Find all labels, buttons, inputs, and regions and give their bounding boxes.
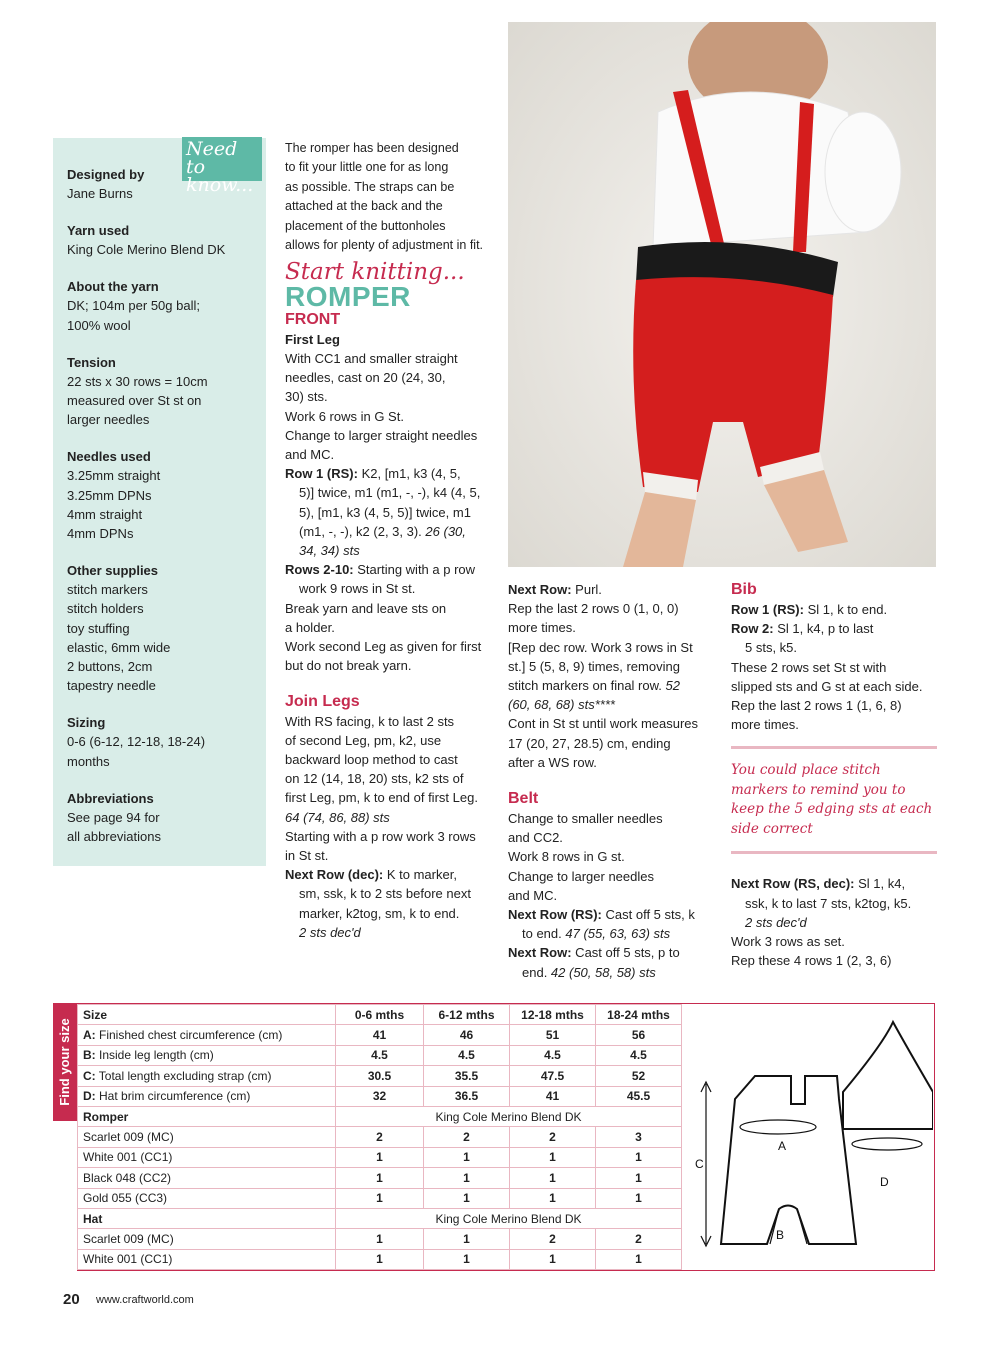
- first-leg-heading: First Leg: [285, 331, 340, 347]
- table-row: Scarlet 009 (MC) 2 2 2 3: [78, 1127, 682, 1147]
- romper-schematic-diagram: [683, 1004, 933, 1270]
- romper-outline: [721, 1076, 856, 1244]
- table-row: Hat King Cole Merino Blend DK: [78, 1208, 682, 1228]
- table-row: D: Hat brim circumference (cm) 32 36.5 41 45.5: [78, 1086, 682, 1106]
- table-row: Gold 055 (CC3) 1 1 1 1: [78, 1188, 682, 1208]
- pattern-column-3: Bib Row 1 (RS): Sl 1, k to end. Row 2: Sl 1, k4, p to last 5 sts, k5. These 2 rows set St st with slipped sts and G st at each side. Rep the last 2 rows 1 (1, 6, 8) more times. You could place stitch markers to remind you to keep the 5 edging sts at each side correct Next Row (RS, dec): Sl 1, k4, ssk, k to last 7 sts, k2tog, k5. 2 sts dec'd Work 3 rows as set. Rep these 4 rows 1 (2, 3, 6): [731, 580, 937, 970]
- intro-text: The romper has been designed to fit your little one for as long as possible. The straps can be attached at the back and the placement of the buttonholes allows for plenty of adjustment in fit.: [285, 141, 484, 253]
- label-d: D: [880, 1175, 889, 1189]
- find-your-size-tab: Find your size: [53, 1003, 77, 1121]
- d-arrow: [852, 1138, 922, 1150]
- belt-heading: Belt: [508, 790, 539, 808]
- divider: [731, 851, 937, 854]
- page-number: 20: [63, 1291, 80, 1308]
- start-knitting-heading: Start knitting...: [285, 259, 465, 286]
- table-row: Romper King Cole Merino Blend DK: [78, 1106, 682, 1126]
- table-header-row: Size 0-6 mths 6-12 mths 12-18 mths 18-24 mths: [78, 1005, 682, 1025]
- table-row: White 001 (CC1) 1 1 1 1: [78, 1249, 682, 1269]
- size-table-box: [77, 1003, 935, 1271]
- table-row: C: Total length excluding strap (cm) 30.5 35.5 47.5 52: [78, 1066, 682, 1086]
- join-legs-heading: Join Legs: [285, 692, 360, 710]
- label-a: A: [778, 1139, 787, 1153]
- baby-romper-photo: [508, 22, 936, 567]
- pattern-column-1: The romper has been designed to fit your little one for as long as possible. The straps can be attached at the back and the placement of the buttonholes allows for plenty of adjustment in fit. Start knitting... ROMPER FRONT First Leg With CC1 and smaller straight needles, cast on 20 (24, 30, 30) sts. Work 6 rows in G St. Change to larger straight needles and MC. Row 1 (RS): K2, [m1, k3 (4, 5, 5)] twice, m1 (m1, -, -), k4 (4, 5, 5), [m1, k3 (4, 5, 5)] twice, m1 (m1, -, -), k2 (2, 3, 3). 26 (30, 34, 34) sts Rows 2-10: Starting with a p row work 9 rows in St st. Break yarn and leave sts on a holder. Work second Leg as given for first but do not break yarn. Join Legs With RS facing, k to last 2 sts of second Leg, pm, k2, use backward loop method to cast on 12 (14, 18, 20) sts, k2 sts of first Leg, pm, k to end of first Leg. 64 (74, 86, 88) sts Starting with a p row work 3 rows in St st. Next Row (dec): K to marker, sm, ssk, k to 2 sts before next marker, k2tog, sm, k to end. 2 sts dec'd: [285, 139, 495, 942]
- table-row: Scarlet 009 (MC) 1 1 2 2: [78, 1229, 682, 1249]
- front-heading: FRONT: [285, 310, 341, 328]
- hat-outline: [843, 1022, 933, 1129]
- footer-url[interactable]: www.craftworld.com: [96, 1294, 194, 1306]
- label-c: C: [695, 1157, 704, 1171]
- need-to-know-badge: Need to know...: [182, 137, 262, 181]
- divider: [731, 746, 937, 749]
- table-row: B: Inside leg length (cm) 4.5 4.5 4.5 4.5: [78, 1045, 682, 1065]
- bib-heading: Bib: [731, 581, 757, 598]
- label-b: B: [776, 1228, 785, 1242]
- need-to-know-sidebar: Designed by Jane Burns Yarn used King Cole Merino Blend DK About the yarn DK; 104m per 50g ball; 100% wool Tension 22 sts x 30 rows = 10cm measured over St st on larger needles Needles used 3.25mm straight 3.25mm DPNs 4mm straight 4mm DPNs Other supplies stitch markers stitch holders toy stuffing elastic, 6mm wide 2 buttons, 2cm tapestry needle Sizing 0-6 (6-12, 12-18, 18-24) months Abbreviations See page 94 for all abbreviations: [53, 138, 266, 866]
- a-arrow: [740, 1120, 816, 1134]
- pattern-column-2: Next Row: Purl. Rep the last 2 rows 0 (1, 0, 0) more times. [Rep dec row. Work 3 rows in St st.] 5 (5, 8, 9) times, removing stitch markers on final row. 52 (60, 68, 68) sts**** Cont in St st until work measures 17 (20, 27, 28.5) cm, ending after a WS row. Belt Change to smaller needles and CC2. Work 8 rows in G st. Change to larger needles and MC. Next Row (RS): Cast off 5 sts, k to end. 47 (55, 63, 63) sts Next Row: Cast off 5 sts, p to end. 42 (50, 58, 58) sts: [508, 580, 718, 982]
- romper-heading: ROMPER: [285, 280, 411, 312]
- row-1-instruction: Row 1 (RS): K2, [m1, k3 (4, 5,: [285, 466, 461, 482]
- size-table: [77, 1004, 682, 1270]
- table-row: Black 048 (CC2) 1 1 1 1: [78, 1168, 682, 1188]
- table-row: White 001 (CC1) 1 1 1 1: [78, 1147, 682, 1167]
- baby-romper-illustration: [508, 22, 936, 567]
- table-row: A: Finished chest circumference (cm) 41 46 51 56: [78, 1025, 682, 1045]
- tip-quote: You could place stitch markers to remind you to keep the 5 edging sts at each side correct: [731, 762, 933, 837]
